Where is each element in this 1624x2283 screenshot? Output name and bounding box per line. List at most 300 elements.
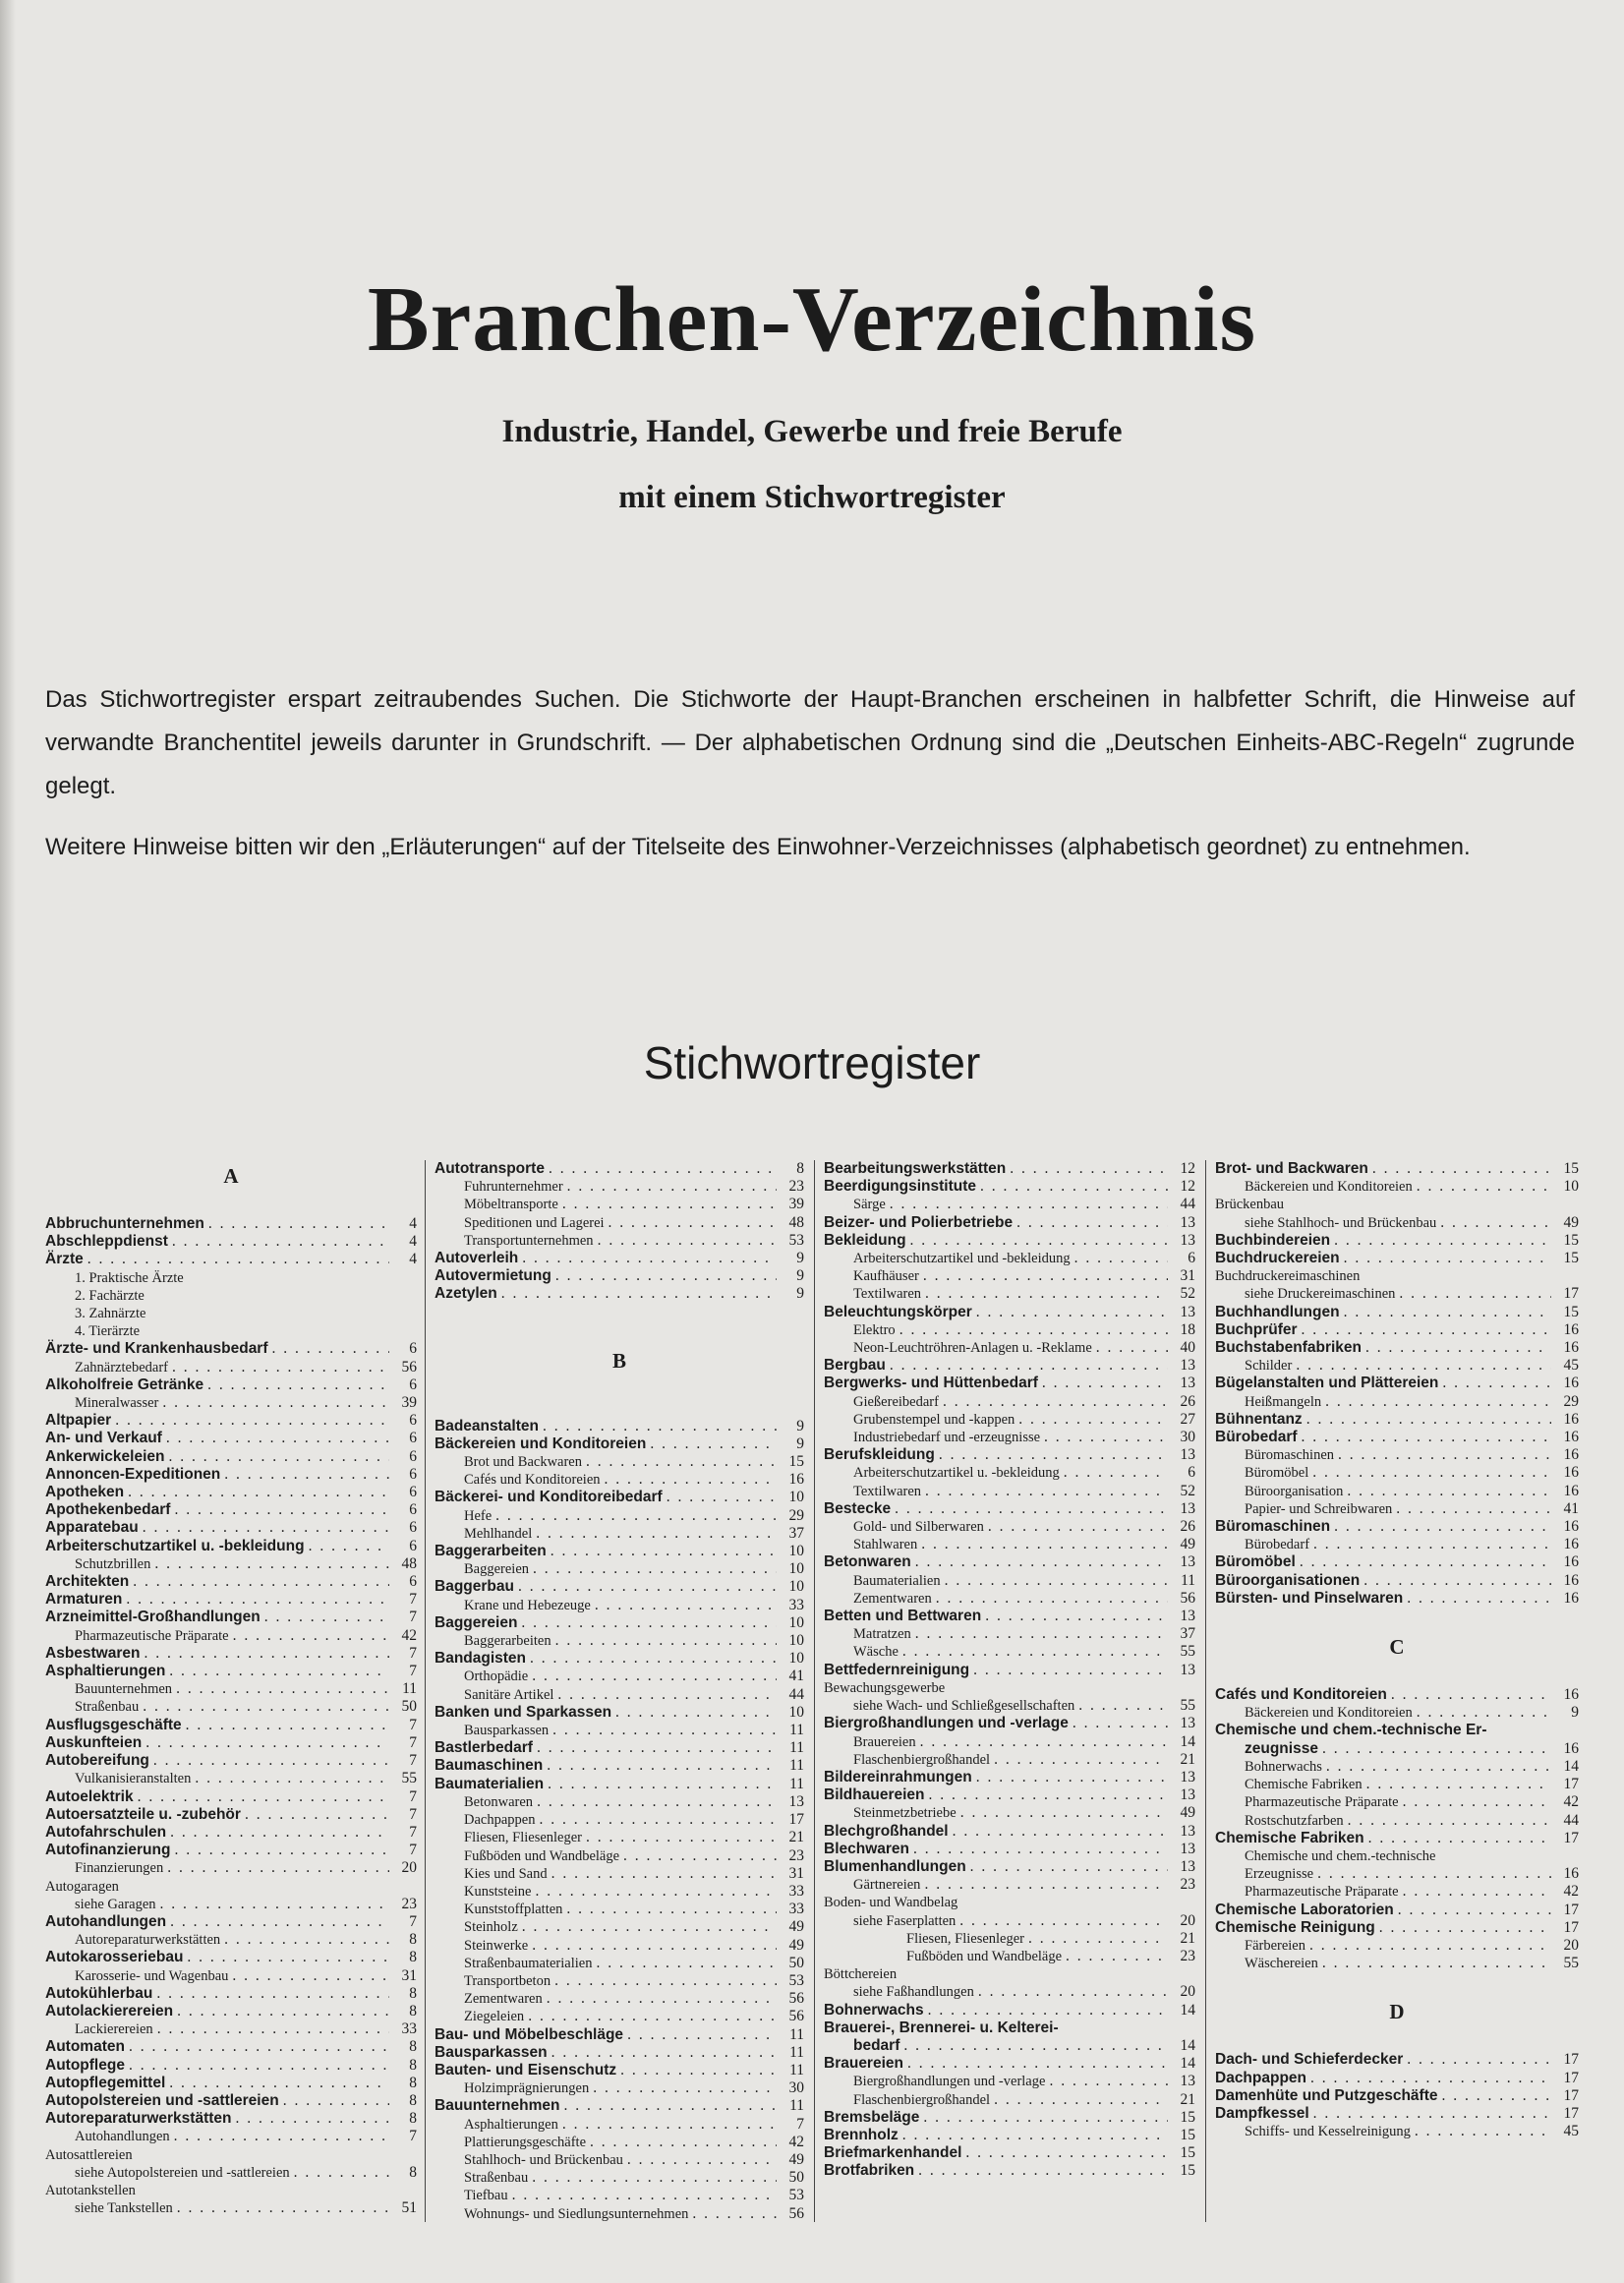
entry-page-number: 50 xyxy=(788,2169,804,2187)
register-entry xyxy=(824,1160,1195,1178)
entry-label: Biergroßhandlungen und -verlage xyxy=(853,2074,1046,2090)
dot-leader xyxy=(512,2187,777,2204)
register-subentry xyxy=(824,1733,1195,1751)
entry-page-number: 9 xyxy=(796,1250,804,1267)
register-entry xyxy=(824,1786,1195,1804)
register-entry xyxy=(45,1412,417,1430)
register-subentry xyxy=(824,1483,1195,1500)
entry-page-number: 6 xyxy=(1188,1464,1195,1482)
dot-leader xyxy=(973,1662,1168,1679)
entry-page-number: 8 xyxy=(409,1949,417,1966)
dot-leader xyxy=(650,1435,777,1453)
entry-page-number: 8 xyxy=(796,1160,804,1177)
entry-page-number: 13 xyxy=(1180,1446,1195,1464)
entry-page-number: 56 xyxy=(788,2204,804,2222)
register-subentry xyxy=(435,1955,804,1972)
intro-paragraph: Weitere Hinweise bitten wir den „Erläuterungen“ auf der Titelseite des Einwohner-Verzeichnisses (alphabetisch geordnet) zu entnehmen. xyxy=(45,834,1471,860)
entry-label: Autoersatzteile u. -zubehör xyxy=(45,1805,241,1823)
entry-page-number: 8 xyxy=(409,2163,417,2181)
entry-page-number: 6 xyxy=(409,1340,417,1358)
entry-label: 4. Tierärzte xyxy=(75,1323,141,1340)
dot-leader xyxy=(1347,1483,1551,1500)
register-entry xyxy=(824,1375,1195,1392)
register-entry xyxy=(1215,1830,1579,1847)
entry-label: Baggerarbeiten xyxy=(435,1543,547,1560)
register-subentry xyxy=(435,2151,804,2169)
entry-label: Bergwerks- und Hüttenbedarf xyxy=(824,1375,1038,1392)
entry-label: Beerdigungsinstitute xyxy=(824,1178,977,1196)
dot-leader xyxy=(177,2199,389,2217)
entry-label: Buchhandlungen xyxy=(1215,1303,1340,1320)
register-entry xyxy=(435,1250,804,1267)
dot-leader xyxy=(551,1543,777,1560)
register-subentry xyxy=(435,1232,804,1250)
register-subentry xyxy=(45,1896,417,1913)
dot-leader xyxy=(309,1538,389,1555)
entry-label: Brauereien xyxy=(824,2055,903,2073)
register-subentry xyxy=(824,1267,1195,1285)
register-subentry xyxy=(45,1878,417,1896)
letter-heading: C xyxy=(1389,1635,1405,1660)
register-subentry xyxy=(824,1411,1195,1429)
entry-page-number: 53 xyxy=(788,2187,804,2204)
entry-label: Bildhauereien xyxy=(824,1786,925,1804)
entry-label: siehe Tankstellen xyxy=(75,2200,173,2217)
entry-page-number: 6 xyxy=(409,1447,417,1465)
dot-leader xyxy=(902,2127,1168,2144)
dot-leader xyxy=(129,2057,389,2075)
entry-label: Chemische und chem.-technische xyxy=(1245,1847,1436,1864)
dot-leader xyxy=(1028,1930,1168,1948)
entry-label: Bandagisten xyxy=(435,1650,527,1668)
dot-leader xyxy=(1334,1518,1551,1536)
entry-page-number: 21 xyxy=(1180,1929,1195,1947)
entry-page-number: 11 xyxy=(402,1680,417,1698)
register-subentry xyxy=(45,1359,417,1376)
entry-label: Autoreparaturwerkstätten xyxy=(45,2110,232,2128)
entry-page-number: 9 xyxy=(796,1285,804,1303)
entry-label: Autohandlungen xyxy=(75,2129,170,2145)
entry-page-number: 17 xyxy=(1563,1829,1579,1846)
dot-leader xyxy=(1322,1740,1551,1758)
entry-label: siehe Stahlhoch- und Brückenbau xyxy=(1245,1214,1437,1231)
dot-leader xyxy=(154,1555,389,1573)
entry-label: Chemische Reinigung xyxy=(1215,1918,1375,1936)
entry-label: Bewachungsgewerbe xyxy=(824,1679,946,1696)
entry-label: Straßenbaumaterialien xyxy=(464,1955,593,1971)
entry-label: Karosserie- und Wagenbau xyxy=(75,1967,229,1984)
dot-leader xyxy=(543,1418,777,1435)
entry-page-number: 11 xyxy=(789,1739,804,1757)
entry-page-number: 13 xyxy=(1180,1303,1195,1320)
entry-page-number: 16 xyxy=(1563,1320,1579,1338)
register-entry xyxy=(1215,2087,1579,2105)
dot-leader xyxy=(157,2020,389,2038)
entry-label: Autopolstereien und -sattlereien xyxy=(45,2091,279,2109)
entry-page-number: 15 xyxy=(1180,2144,1195,2162)
dot-leader xyxy=(1016,1214,1168,1232)
entry-page-number: 16 xyxy=(1563,1553,1579,1571)
dot-leader xyxy=(1348,1812,1551,1830)
entry-label: Bohnerwachs xyxy=(1245,1758,1322,1775)
entry-label: Asphaltierungen xyxy=(45,1663,166,1680)
entry-label: zeugnisse xyxy=(1245,1739,1318,1757)
register-entry xyxy=(1215,1321,1579,1339)
entry-label: Flaschenbiergroßhandel xyxy=(853,1751,991,1768)
entry-label: Fliesen, Fliesenleger xyxy=(464,1830,583,1846)
register-entry xyxy=(45,2075,417,2092)
entry-label: Vulkanisieranstalten xyxy=(75,1771,192,1787)
dot-leader xyxy=(929,1786,1169,1804)
entry-page-number: 55 xyxy=(1180,1643,1195,1661)
register-column-2 xyxy=(435,1160,804,2223)
entry-page-number: 16 xyxy=(788,1471,804,1489)
register-entry xyxy=(45,1430,417,1447)
entry-label: Buchstabenfabriken xyxy=(1215,1339,1363,1357)
entry-label: Rostschutzfarben xyxy=(1245,1812,1344,1829)
entry-label: Lackierereien xyxy=(75,2021,153,2038)
entry-page-number: 6 xyxy=(409,1412,417,1430)
register-entry xyxy=(435,1418,804,1435)
dot-leader xyxy=(532,1668,777,1685)
register-entry xyxy=(45,1340,417,1358)
entry-label: Transportbeton xyxy=(464,1972,551,1989)
entry-label: Buchbindereien xyxy=(1215,1231,1331,1249)
entry-page-number: 6 xyxy=(409,1376,417,1393)
register-subentry xyxy=(435,1918,804,1936)
dot-leader xyxy=(953,1823,1168,1841)
entry-label: Blechgroßhandel xyxy=(824,1822,949,1840)
dot-leader xyxy=(1379,1919,1551,1937)
register-entry xyxy=(824,2020,1195,2037)
dot-leader xyxy=(918,2162,1168,2180)
dot-leader xyxy=(539,1811,777,1829)
register-subentry xyxy=(824,1930,1195,1948)
entry-label: Architekten xyxy=(45,1573,130,1591)
dot-leader xyxy=(945,1572,1168,1590)
register-entry xyxy=(824,1553,1195,1571)
entry-page-number: 8 xyxy=(409,2091,417,2109)
entry-page-number: 41 xyxy=(1563,1499,1579,1517)
column-divider xyxy=(1205,1160,1206,2222)
register-subentry xyxy=(45,1394,417,1412)
entry-label: Schilder xyxy=(1245,1358,1293,1375)
dot-leader xyxy=(495,1507,777,1525)
dot-leader xyxy=(174,2128,389,2145)
register-entry xyxy=(824,2055,1195,2073)
entry-label: Textilwaren xyxy=(853,1286,922,1303)
entry-page-number: 55 xyxy=(401,1770,417,1787)
register-subentry xyxy=(435,1686,804,1704)
entry-label: Särge xyxy=(853,1197,886,1213)
entry-page-number: 7 xyxy=(409,1912,417,1930)
register-entry xyxy=(435,1578,804,1596)
entry-page-number: 13 xyxy=(1180,1553,1195,1571)
entry-label: Baumaterialien xyxy=(435,1775,545,1792)
dot-leader xyxy=(532,2169,777,2187)
entry-label: Böttchereien xyxy=(824,1966,898,1983)
register-subentry xyxy=(435,1196,804,1213)
entry-label: Brotfabriken xyxy=(824,2162,915,2180)
register-entry xyxy=(824,1823,1195,1841)
register-entry xyxy=(45,1663,417,1680)
dot-leader xyxy=(551,2044,777,2062)
register-subentry xyxy=(435,1525,804,1543)
entry-label: Fuhrunternehmer xyxy=(464,1179,563,1196)
entry-label: Autoreparaturwerkstätten xyxy=(75,1932,221,1949)
dot-leader xyxy=(563,2097,777,2115)
register-subentry xyxy=(435,1847,804,1865)
entry-page-number: 7 xyxy=(796,2115,804,2133)
entry-label: Bühnentanz xyxy=(1215,1410,1303,1428)
register-subentry xyxy=(1215,1883,1579,1901)
dot-leader xyxy=(1363,1572,1551,1590)
dot-leader xyxy=(537,1793,777,1811)
register-entry xyxy=(435,1435,804,1453)
entry-label: Asphaltierungen xyxy=(464,2116,558,2133)
register-subentry xyxy=(435,1901,804,1918)
entry-page-number: 17 xyxy=(788,1811,804,1829)
column-divider xyxy=(425,1160,426,2222)
register-entry xyxy=(1215,1919,1579,1937)
entry-page-number: 17 xyxy=(1563,1901,1579,1918)
entry-page-number: 14 xyxy=(1180,2001,1195,2019)
entry-label: Autofinanzierung xyxy=(45,1842,171,1859)
dot-leader xyxy=(1310,2070,1551,2087)
entry-label: Autofahrschulen xyxy=(45,1823,167,1841)
entry-page-number: 44 xyxy=(1563,1811,1579,1829)
entry-page-number: 10 xyxy=(1563,1178,1579,1196)
dot-leader xyxy=(936,1590,1168,1608)
entry-page-number: 15 xyxy=(1180,2126,1195,2143)
entry-page-number: 23 xyxy=(1180,1876,1195,1894)
entry-page-number: 52 xyxy=(1180,1482,1195,1499)
dot-leader xyxy=(590,2134,777,2151)
entry-label: Altpapier xyxy=(45,1412,112,1430)
entry-page-number: 16 xyxy=(1563,1739,1579,1757)
register-entry xyxy=(435,1757,804,1775)
entry-label: Baggerarbeiten xyxy=(464,1633,551,1650)
entry-label: Bauunternehmen xyxy=(75,1681,173,1698)
entry-label: bedarf xyxy=(853,2036,900,2054)
entry-label: Badeanstalten xyxy=(435,1417,539,1434)
entry-page-number: 33 xyxy=(788,1882,804,1900)
entry-page-number: 55 xyxy=(1180,1697,1195,1715)
register-entry xyxy=(824,1357,1195,1375)
dot-leader xyxy=(145,1734,389,1752)
entry-page-number: 49 xyxy=(1180,1804,1195,1822)
register-entry xyxy=(45,1645,417,1663)
dot-leader xyxy=(547,1757,777,1775)
entry-page-number: 27 xyxy=(1180,1410,1195,1428)
dot-leader xyxy=(923,1267,1168,1285)
spacer xyxy=(435,1304,804,1345)
entry-page-number: 7 xyxy=(409,1644,417,1662)
register-subentry xyxy=(435,1214,804,1232)
register-subentry xyxy=(435,1990,804,2008)
register-entry xyxy=(824,1214,1195,1232)
entry-label: Alkoholfreie Getränke xyxy=(45,1376,204,1393)
page-subtitle: Industrie, Handel, Gewerbe und freie Berufe xyxy=(501,414,1123,449)
entry-label: Fußböden und Wandbeläge xyxy=(464,1847,620,1864)
entry-page-number: 13 xyxy=(1180,2073,1195,2090)
entry-page-number: 10 xyxy=(788,1632,804,1650)
dot-leader xyxy=(1344,1250,1551,1267)
entry-page-number: 14 xyxy=(1180,2055,1195,2073)
entry-label: Arbeiterschutzartikel u. -bekleidung xyxy=(853,1465,1060,1482)
entry-page-number: 15 xyxy=(1180,2108,1195,2126)
register-subentry xyxy=(45,2146,417,2164)
entry-page-number: 23 xyxy=(1180,1947,1195,1964)
entry-label: Autolackierereien xyxy=(45,2002,174,2020)
entry-page-number: 16 xyxy=(1563,1464,1579,1482)
entry-page-number: 17 xyxy=(1563,2086,1579,2104)
dot-leader xyxy=(976,1304,1168,1321)
register-subentry xyxy=(1215,1937,1579,1955)
entry-page-number: 56 xyxy=(401,1358,417,1376)
register-subentry xyxy=(435,2079,804,2097)
dot-leader xyxy=(1326,1758,1551,1776)
register-entry xyxy=(45,1448,417,1466)
entry-page-number: 11 xyxy=(789,1722,804,1739)
page-subtitle-register: mit einem Stichwortregister xyxy=(618,480,1006,515)
entry-label: Steinwerke xyxy=(464,1937,529,1954)
dot-leader xyxy=(980,1178,1168,1196)
entry-page-number: 7 xyxy=(409,1591,417,1609)
entry-page-number: 48 xyxy=(401,1554,417,1572)
entry-label: Autokühlerbau xyxy=(45,1984,153,2002)
entry-label: Büromaschinen xyxy=(1215,1518,1331,1536)
entry-label: Bausparkassen xyxy=(464,1723,550,1739)
dot-leader xyxy=(551,1865,777,1883)
register-entry xyxy=(435,1160,804,1178)
register-entry xyxy=(824,1304,1195,1321)
entry-label: Ärzte- und Krankenhausbedarf xyxy=(45,1340,268,1358)
register-subentry xyxy=(824,1518,1195,1536)
entry-label: Gärtnereien xyxy=(853,1877,921,1894)
entry-label: Baggereien xyxy=(435,1613,518,1631)
register-subentry xyxy=(824,1464,1195,1482)
entry-label: Krane und Hebezeuge xyxy=(464,1597,591,1613)
register-subentry xyxy=(1215,1704,1579,1722)
entry-label: Färbereien xyxy=(1245,1937,1305,1954)
entry-label: Neon-Leuchtröhren-Anlagen u. -Reklame xyxy=(853,1340,1092,1357)
register-entry xyxy=(45,1788,417,1806)
entry-page-number: 13 xyxy=(1180,1375,1195,1392)
register-entry xyxy=(824,1841,1195,1858)
register-entry xyxy=(45,1913,417,1931)
dot-leader xyxy=(170,1913,389,1931)
entry-label: Brennholz xyxy=(824,2126,899,2143)
register-entry xyxy=(435,1614,804,1632)
register-entry xyxy=(1215,1518,1579,1536)
entry-page-number: 7 xyxy=(409,1752,417,1770)
entry-page-number: 20 xyxy=(1180,1983,1195,2001)
entry-label: Dachpappen xyxy=(464,1812,536,1829)
dot-leader xyxy=(1322,1955,1551,1972)
dot-leader xyxy=(283,2092,389,2110)
register-entry xyxy=(1215,1590,1579,1608)
dot-leader xyxy=(224,1931,389,1949)
register-subentry xyxy=(45,1967,417,1985)
register-entry xyxy=(824,1446,1195,1464)
register-column-3 xyxy=(824,1160,1195,2181)
spacer xyxy=(1215,1972,1579,1996)
register-subentry xyxy=(435,1453,804,1471)
dot-leader xyxy=(1042,1375,1168,1392)
register-entry xyxy=(45,1376,417,1394)
dot-leader xyxy=(976,1769,1168,1786)
entry-page-number: 16 xyxy=(1563,1410,1579,1428)
entry-page-number: 13 xyxy=(1180,1840,1195,1857)
spacer xyxy=(435,1376,804,1418)
entry-page-number: 8 xyxy=(409,1984,417,2002)
entry-label: Blechwaren xyxy=(824,1840,910,1857)
register-subentry xyxy=(435,1883,804,1901)
register-entry xyxy=(45,1609,417,1626)
entry-label: Erzeugnisse xyxy=(1245,1866,1314,1883)
dot-leader xyxy=(1344,1304,1551,1321)
register-subentry xyxy=(824,1697,1195,1715)
entry-page-number: 20 xyxy=(1563,1936,1579,1954)
dot-leader xyxy=(126,1591,389,1609)
register-entry xyxy=(1215,1572,1579,1590)
entry-label: Kies und Sand xyxy=(464,1865,548,1882)
entry-label: Pharmazeutische Präparate xyxy=(1245,1884,1399,1901)
register-entry xyxy=(45,1233,417,1251)
entry-label: Büromaschinen xyxy=(1245,1447,1335,1464)
entry-label: Autovermietung xyxy=(435,1267,551,1285)
entry-page-number: 26 xyxy=(1180,1518,1195,1536)
entry-label: Buchdruckereimaschinen xyxy=(1215,1268,1361,1285)
letter-heading: A xyxy=(223,1164,239,1188)
entry-page-number: 49 xyxy=(788,1936,804,1954)
entry-page-number: 55 xyxy=(1563,1955,1579,1972)
entry-page-number: 26 xyxy=(1180,1392,1195,1410)
entry-label: Tiefbau xyxy=(464,2188,508,2204)
dot-leader xyxy=(1074,1250,1168,1267)
dot-leader xyxy=(623,1847,777,1865)
entry-page-number: 44 xyxy=(788,1685,804,1703)
entry-label: Automaten xyxy=(45,2038,125,2056)
dot-leader xyxy=(1440,1214,1551,1232)
entry-label: Bäckereien und Konditoreien xyxy=(435,1434,647,1452)
register-entry xyxy=(1215,1740,1579,1758)
entry-page-number: 8 xyxy=(409,1931,417,1949)
entry-label: Autotransporte xyxy=(435,1160,545,1177)
register-subentry xyxy=(435,1507,804,1525)
dot-leader xyxy=(1066,1948,1168,1965)
entry-label: Baumaterialien xyxy=(853,1572,941,1589)
entry-label: Berufskleidung xyxy=(824,1446,935,1464)
register-subentry xyxy=(45,1859,417,1877)
entry-page-number: 56 xyxy=(788,1990,804,2008)
register-subentry xyxy=(824,1429,1195,1446)
entry-page-number: 37 xyxy=(1180,1625,1195,1643)
entry-page-number: 23 xyxy=(788,1178,804,1196)
entry-label: Banken und Sparkassen xyxy=(435,1703,612,1721)
entry-label: Plattierungsgeschäfte xyxy=(464,2134,587,2150)
register-entry xyxy=(824,1500,1195,1518)
entry-page-number: 15 xyxy=(788,1453,804,1471)
entry-page-number: 17 xyxy=(1563,2104,1579,2122)
register-entry xyxy=(45,1251,417,1268)
entry-label: Beizer- und Polierbetriebe xyxy=(824,1213,1014,1231)
entry-page-number: 23 xyxy=(401,1895,417,1912)
dot-leader xyxy=(890,1196,1168,1213)
dot-leader xyxy=(890,1357,1168,1375)
entry-label: Mehlhandel xyxy=(464,1525,533,1542)
